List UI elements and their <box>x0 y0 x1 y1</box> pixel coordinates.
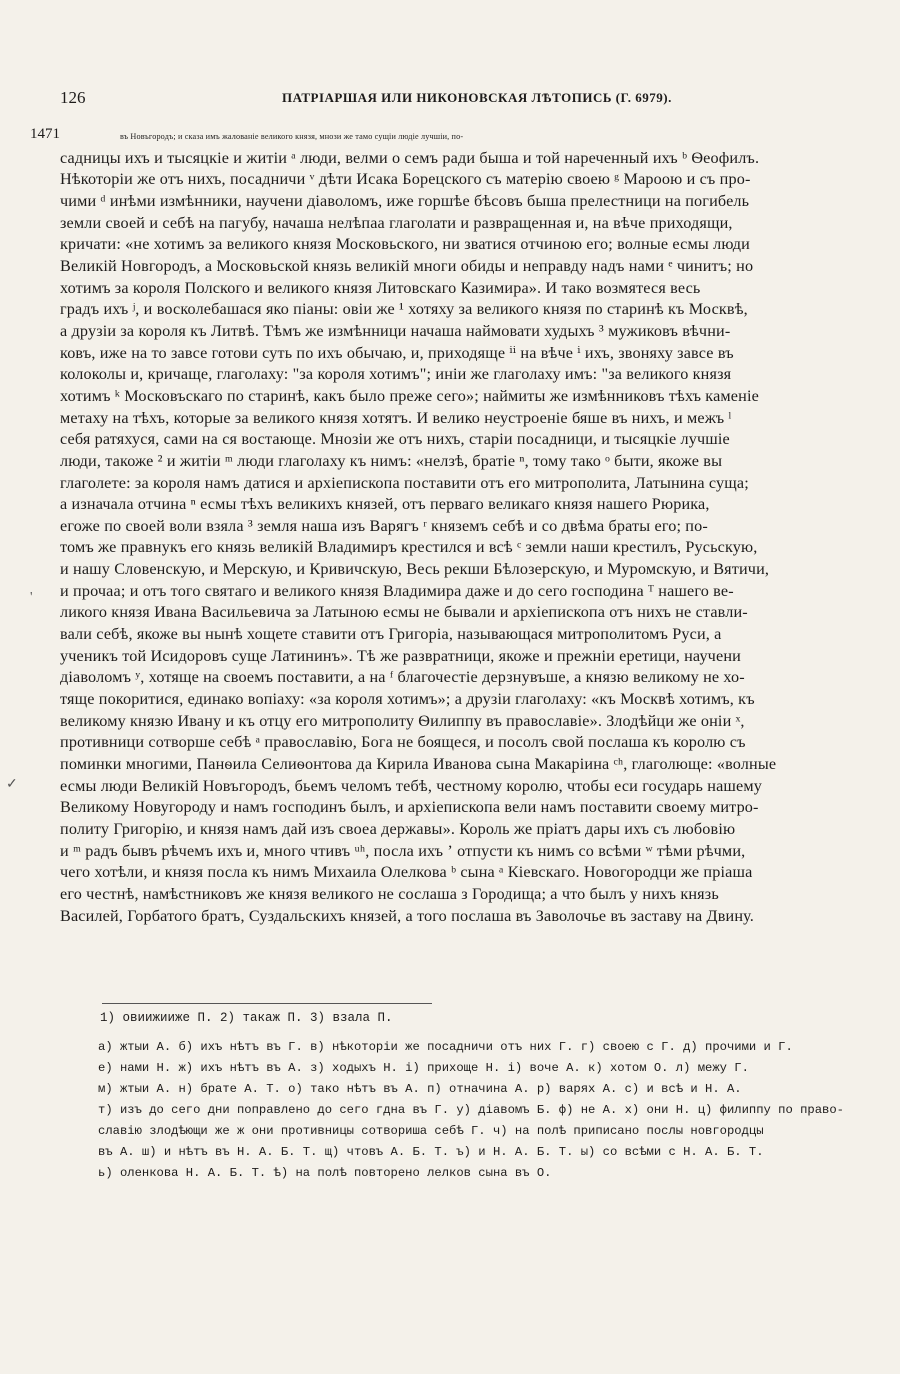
text-line: колоколы и, кричаще, глаголаху: "за короля хотимъ"; иніи же глаголаху имъ: "за великого князя <box>60 365 732 384</box>
text-line: себя ратяхуся, сами на ся востающе. Мнозіи же отъ нихъ, старіи посадници, и тысяцкіе лучшіе <box>60 430 730 449</box>
text-line: и прочаа; и отъ того святаго и великого князя Владимира даже и до сего господина ᵀ нашего ве- <box>60 581 734 600</box>
apparatus-line: славію злодѣющи же ж они противницы сотвориша себѣ Г. ч) на полѣ приписано послы новгородцы <box>98 1124 764 1138</box>
running-title: ПАТРІАРШАЯ ИЛИ НИКОНОВСКАЯ ЛѢТОПИСЬ (Г. 6979). <box>282 90 672 105</box>
text-line: хотимъ за короля Полского и великого князя Литовскаго Казимира». И тако возмятеся весь <box>60 278 701 297</box>
text-line: его честнѣ, намѣстниковъ же князя великого не сослаша з Городища; а что былъ у нихъ князь <box>60 884 719 903</box>
apparatus-line: е) нами Н. ж) ихъ нѣтъ въ А. з) ходыхъ Н. і) прихоще Н. і) воче А. к) хотом О. л) межу Г. <box>98 1061 749 1075</box>
text-line: ликого князя Ивана Васильевича за Латыною есмы не бывали и архіепископа отъ нихъ не ставли- <box>60 603 748 622</box>
text-line: люди, такоже ² и житіи ᵐ люди глаголаху къ нимъ: «нелзѣ, братіе ⁿ, тому тако ᵒ быти, якоже вы <box>60 451 723 470</box>
apparatus-line: м) жтыи А. н) брате А. Т. о) тако нѣтъ въ А. п) отначина А. р) варях А. с) и всѣ и Н. А. <box>98 1082 742 1096</box>
text-line: поминки многими, Панѳила Селиѳонтова да Кирила Иванова сына Макаріина ᶜʰ, глаголюще: «волные <box>60 755 777 774</box>
text-line: а изначала отчина ⁿ есмы тѣхъ великихъ князей, отъ перваго великаго князя нашего Рюрика, <box>60 495 710 514</box>
apparatus-line: въ А. ш) и нѣтъ въ Н. А. Б. Т. щ) чтовъ А. Б. Т. ъ) и Н. А. Б. Т. ы) со всѣми с Н. А. Б. Т. <box>98 1145 764 1159</box>
margin-mark: ✓ <box>6 777 18 792</box>
text-line: и ᵐ радъ бывъ рѣчемъ ихъ и, много чтивъ ᵘʰ, посла ихъ ʼ отпусти къ нимъ со всѣми ʷ тѣми рѣчми, <box>60 841 746 860</box>
text-line: Великій Новгородъ, а Московьской князь великій многи обиды и неправду надъ нами ᵉ чинитъ; но <box>60 256 754 275</box>
page-header <box>60 86 860 112</box>
text-line: земли своей и себѣ на пагубу, начаша нелѣпаа глаголати и развращенная и, на вѣче приходящи, <box>60 213 733 232</box>
text-line: тяще покоритися, единако вопіаху: «за короля хотимъ»; а друзіи глаголаху: «къ Москвѣ хотимъ, къ <box>60 690 755 709</box>
apparatus-line: ь) оленкова Н. А. Б. Т. ѣ) на полѣ повторено лелков сына въ О. <box>98 1166 552 1180</box>
year-label: 1471 <box>30 126 60 142</box>
margin-mark: ' <box>30 590 33 605</box>
footnote-variants: 1) овиижииже П. 2) такаж П. 3) взала П. <box>100 1011 393 1025</box>
critical-apparatus <box>98 1037 878 1184</box>
text-line: садницы ихъ и тысяцкіе и житіи ᵃ люди, велми о семъ ради быша и той нареченный ихъ ᵇ Ѳеофилъ. <box>60 148 760 167</box>
page-number: 126 <box>60 88 86 107</box>
text-line: великому князю Ивану и къ отцу его митрополиту Ѳилиппу въ православіе». Злодѣйци же оніи ˣ, <box>60 711 745 730</box>
text-line: чими ᵈ инѣми измѣнники, научени діаволомъ, иже горшѣе бѣсовъ быша прелестници на погибель <box>60 191 750 210</box>
text-line: Василей, Горбатого братъ, Суздальскихъ князей, а того послаша въ Заволочье въ заставу на Двину. <box>60 906 754 925</box>
text-line: томъ же правнукъ его князь великій Владимиръ крестился и всѣ ᶜ земли наши крестилъ, Русьскую, <box>60 538 758 557</box>
text-line: Нѣкоторіи же отъ нихъ, посадничи ᵛ дѣти Исака Борецского съ матерію своею ᵍ Мароою и съ про- <box>60 170 751 189</box>
text-line: противници сотворше себѣ ᵃ православію, Бога не боящеся, и посолъ свой послаша къ королю съ <box>60 733 746 752</box>
text-line: Великому Новугороду и намъ господинъ былъ, и архіепископа вели намъ поставити своему митро- <box>60 798 759 817</box>
footnote-separator <box>102 1003 432 1004</box>
text-line: діаволомъ ʸ, хотяще на своемъ поставити, а на ᶠ благочестіе дерзнувъше, а князю великому не хо- <box>60 668 745 687</box>
text-line: хотимъ ᵏ Московъскаго по старинѣ, какъ было преже сего»; наймиты же измѣнниковъ тѣхъ каменіе <box>60 386 759 405</box>
text-line: ковъ, иже на то завсе готови суть по ихъ обычаю, и, приходяще ⁱⁱ на вѣче ⁱ ихъ, звоняху завсе въ <box>60 343 734 362</box>
text-line: и нашу Словенскую, и Мерскую, и Кривичскую, Весь рекши Бѣлозерскую, и Муромскую, и Вятичи, <box>60 560 770 579</box>
apparatus-line: а) жтыи А. б) ихъ нѣтъ въ Г. в) нѣкоторіи же посадничи отъ них Г. г) своею с Г. д) прочими и Г. <box>98 1040 793 1054</box>
text-line: ученикъ той Исидоровъ суще Латининъ». Тѣ же развратници, якоже и прежніи еретици, научени <box>60 646 741 665</box>
text-line: вали себѣ, якоже вы нынѣ хощете ставити отъ Григоріа, называющася митрополитомъ Руси, а <box>60 625 722 644</box>
text-line: егоже по своей воли взяла ³ земля наша изъ Варягъ ʳ княземъ себѣ и со двѣма браты его; по- <box>60 516 708 535</box>
text-line: градъ ихъ ʲ, и восколебашася яко піаны: овіи же ¹ хотяху за великого князя по старинѣ къ Москвѣ, <box>60 300 748 319</box>
text-line: а друзіи за короля къ Литвѣ. Тѣмъ же измѣнници начаша наймовати худыхъ ³ мужиковъ вѣчни- <box>60 321 731 340</box>
text-line: въ Новъгородъ; и сказа имъ жалованіе великого князя, мнози же тамо сущіи людіе лучшіи, по- <box>120 132 464 141</box>
text-line: чего хотѣли, и князя посла къ нимъ Михаила Олелкова ᵇ сына ᵃ Кіевскаго. Новогородци же пріаша <box>60 863 753 882</box>
text-line: политу Григорію, и князя намъ дай изъ своеа державы». Король же пріатъ дары ихъ съ любовію <box>60 820 736 838</box>
text-line: кричати: «не хотимъ за великого князя Московьского, ни зватися отчиною его; волные есмы люди <box>60 235 750 254</box>
text-line: есмы люди Великій Новъгородъ, бьемъ челомъ тебѣ, честному королю, чтобы еси государь нашему <box>60 776 763 795</box>
apparatus-line: т) изъ до сего дни поправлено до сего гдна въ Г. у) діавомъ Б. ф) не А. х) они Н. ц) филиппу по право- <box>98 1103 844 1117</box>
text-line: глаголете: за короля намъ датися и архіепископа поставити отъ его митрополита, Латынина суща; <box>60 473 749 492</box>
main-text <box>60 126 878 927</box>
text-line: метаху на тѣхъ, которые за великого князя хотятъ. И велико неустроеніе бяше въ нихъ, и межъ ˡ <box>60 408 732 427</box>
